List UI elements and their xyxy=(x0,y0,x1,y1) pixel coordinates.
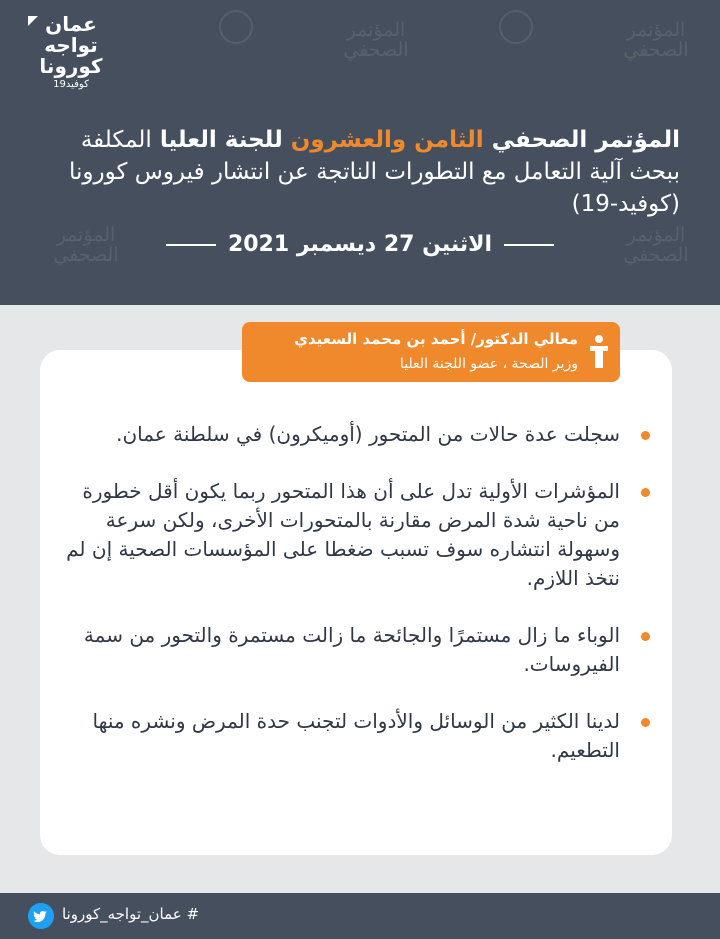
point-text: لدينا الكثير من الوسائل والأدوات لتجنب حدة المرض ونشره منها التطعيم. xyxy=(92,709,620,762)
watermark-word: الصحفي xyxy=(343,39,409,61)
logo-line: عمان xyxy=(45,12,97,36)
point-text: المؤشرات الأولية تدل على أن هذا المتحور ربما يكون أقل خطورة من ناحية شدة المرض مقارنة بالمتحورات الأخرى، ولكن سرعة وسهولة انتشاره سوف تسبب ضغطا على المؤسسات الصحية إن لم نتخذ اللازم. xyxy=(66,479,620,590)
footer-bar xyxy=(0,893,720,939)
divider xyxy=(166,244,216,246)
bullet-icon xyxy=(641,632,650,641)
list-item xyxy=(62,420,652,449)
divider xyxy=(504,244,554,246)
watermark-word: المؤتمر xyxy=(626,224,686,246)
key-points-list xyxy=(62,420,652,793)
bullet-icon xyxy=(641,488,650,497)
title-accent: الثامن والعشرون xyxy=(290,127,484,153)
title-lead: المؤتمر الصحفي xyxy=(491,127,680,153)
watermark xyxy=(470,10,562,50)
header-banner xyxy=(0,0,720,305)
watermark-word: الصحفي xyxy=(53,244,119,266)
watermark xyxy=(190,10,282,50)
twitter-icon[interactable] xyxy=(28,903,54,929)
watermark-word: الصحفي xyxy=(623,39,689,61)
date-row xyxy=(0,232,720,257)
list-item xyxy=(62,477,652,593)
watermark-word: الصحفي xyxy=(623,244,689,266)
watermark xyxy=(330,20,422,60)
logo-line: تواجه xyxy=(44,33,98,57)
emblem-watermark-icon xyxy=(219,10,253,44)
speaker-role: وزير الصحة ، عضو اللجنة العليا xyxy=(399,356,578,372)
oman-faces-corona-logo xyxy=(26,14,116,104)
logo-corner-icon xyxy=(28,16,38,26)
logo-line: كورونا xyxy=(39,54,103,78)
bullet-icon xyxy=(641,431,650,440)
speaker-badge xyxy=(242,322,620,382)
bullet-icon xyxy=(641,718,650,727)
speaker-name: معالي الدكتور/ أحمد بن محمد السعيدي xyxy=(294,330,578,348)
hashtag-link[interactable]: # عمان_تواجه_كورونا xyxy=(62,905,200,923)
watermark xyxy=(610,20,702,60)
watermark-word: المؤتمر xyxy=(56,224,116,246)
watermark-word: المؤتمر xyxy=(346,19,406,41)
emblem-watermark-icon xyxy=(499,10,533,44)
logo-subtitle: كوفيد19 xyxy=(53,79,89,90)
conference-date: الاثنين 27 ديسمبر 2021 xyxy=(227,232,493,257)
list-item xyxy=(62,621,652,679)
conference-title xyxy=(40,124,680,220)
point-text: سجلت عدة حالات من المتحور (أوميكرون) في سلطنة عمان. xyxy=(116,422,620,446)
title-mid: للجنة العليا xyxy=(159,127,283,153)
point-text: الوباء ما زال مستمرًا والجائحة ما زالت مستمرة والتحور من سمة الفيروسات. xyxy=(83,623,620,676)
title-rest: المكلفة ببحث آلية التعامل مع التطورات الناتجة عن انتشار فيروس كورونا (كوفيد-19) xyxy=(68,127,680,217)
watermark-word: المؤتمر xyxy=(626,19,686,41)
list-item xyxy=(62,707,652,765)
podium-icon xyxy=(588,334,610,370)
